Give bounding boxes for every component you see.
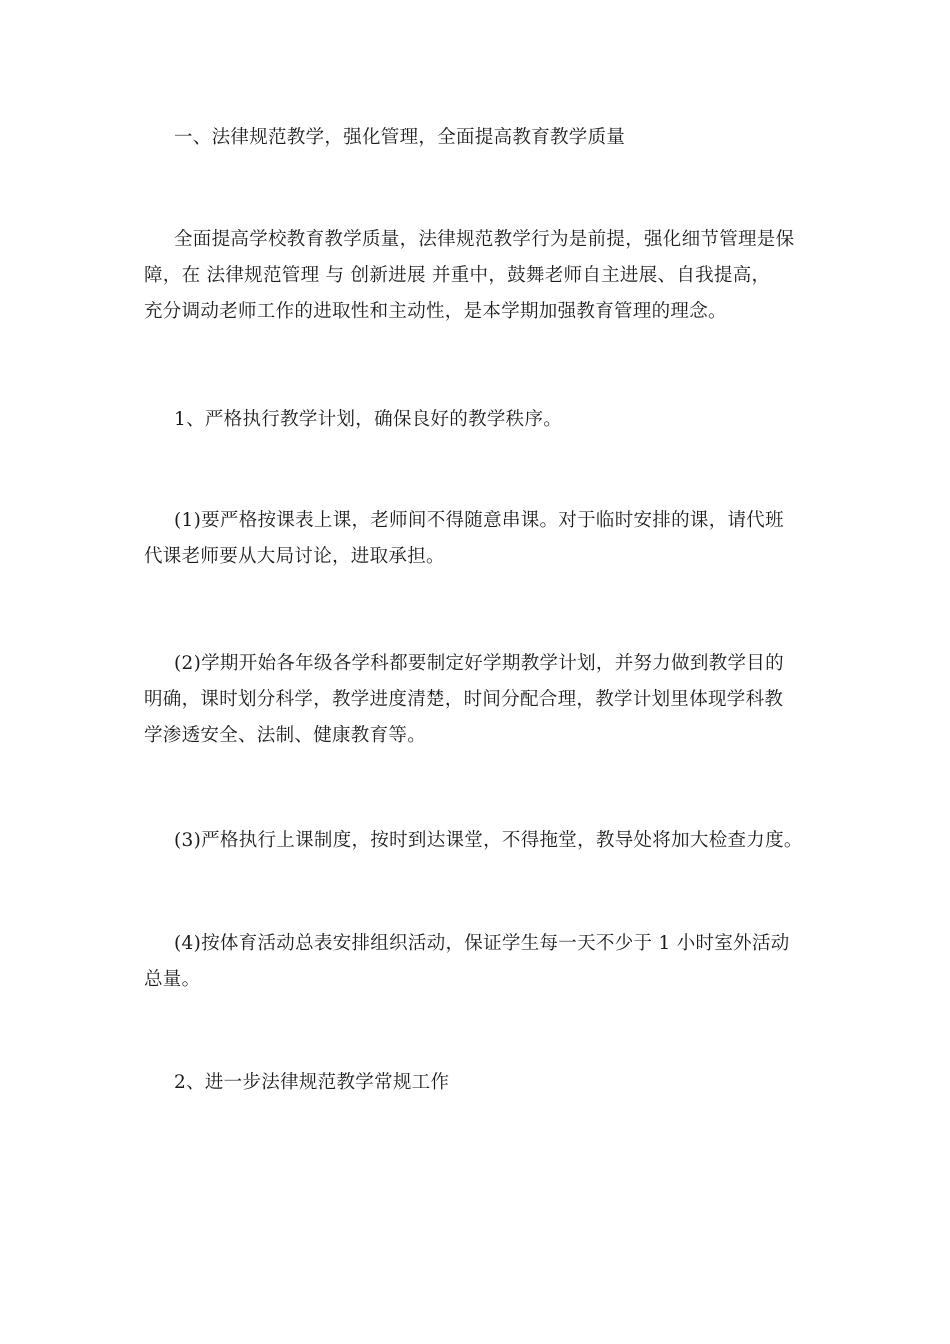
item-1-line-1: (1)要严格按课表上课，老师间不得随意串课。对于临时安排的课，请代班 [174,510,784,531]
item-2-line-2: 明确，课时划分科学，教学进度清楚，时间分配合理，教学计划里体现学科教 [144,689,784,710]
intro-line-2: 障，在 法律规范管理 与 创新进展 并重中，鼓舞老师自主进展、自我提高， [144,265,771,286]
intro-line-1: 全面提高学校教育教学质量，法律规范教学行为是前提，强化细节管理是保 [174,229,795,250]
item-4-line-1: (4)按体育活动总表安排组织活动，保证学生每一天不少于 1 小时室外活动 [174,933,790,954]
heading-line: 一、法律规范教学，强化管理，全面提高教育教学质量 [174,127,626,148]
intro-line-3: 充分调动老师工作的进取性和主动性，是本学期加强教育管理的理念。 [144,301,727,322]
subsection-2-title [144,1065,814,1101]
subsection-2-title-line: 2、进一步法律规范教学常规工作 [174,1072,450,1093]
item-1-paragraph [144,503,814,575]
item-2-paragraph [144,646,814,754]
subsection-1-title [144,402,814,438]
item-4-paragraph [144,926,814,998]
item-3-paragraph [144,823,814,859]
intro-paragraph [144,222,814,330]
item-2-line-3: 学渗透安全、法制、健康教育等。 [144,725,427,746]
subsection-1-title-line: 1、严格执行教学计划，确保良好的教学秩序。 [174,409,563,430]
item-2-line-1: (2)学期开始各年级各学科都要制定好学期教学计划，并努力做到教学目的 [174,653,784,674]
item-4-line-2: 总量。 [144,969,201,990]
item-1-line-2: 代课老师要从大局讨论，进取承担。 [144,546,445,567]
section-heading [144,120,814,156]
item-3-line-1: (3)严格执行上课制度，按时到达课堂，不得拖堂，教导处将加大检查力度。 [174,830,803,851]
